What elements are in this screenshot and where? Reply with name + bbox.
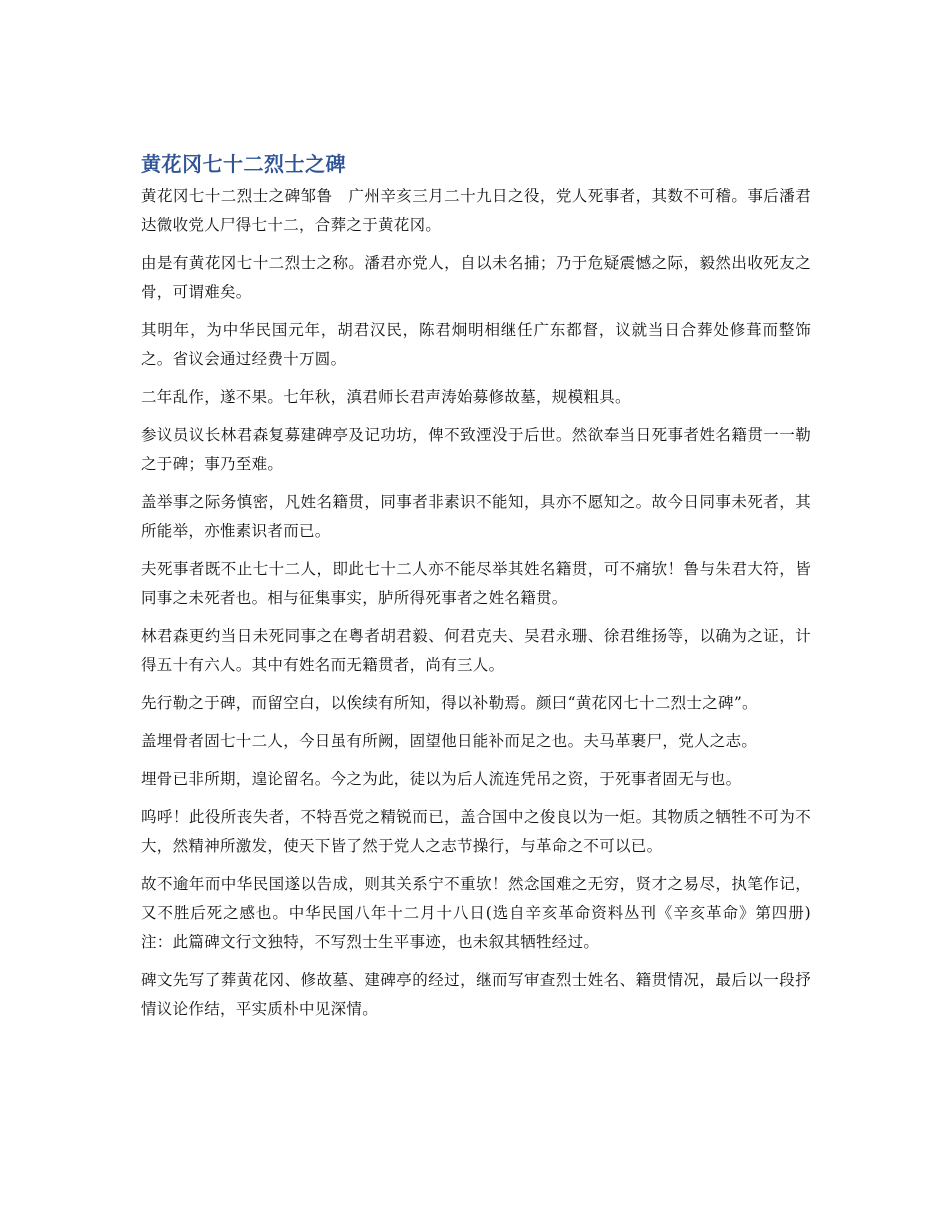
document-title: 黄花冈七十二烈士之碑	[141, 152, 346, 176]
paragraph-8: 林君森更约当日未死同事之在粤者胡君毅、何君克夫、吴君永珊、徐君维扬等，以确为之证，计得五十有六人。其中有姓名而无籍贯者，尚有三人。	[141, 627, 811, 674]
paragraph-6: 盖举事之际务慎密，凡姓名籍贯，同事者非素识不能知，具亦不愿知之。故今日同事未死者，其所能举，亦惟素识者而已。	[141, 493, 811, 540]
paragraph-1: 黄花冈七十二烈士之碑邹鲁 广州辛亥三月二十九日之役，党人死事者，其数不可稽。事后潘君达微收党人尸得七十二，合葬之于黄花冈。	[141, 187, 811, 234]
paragraph-5: 参议员议长林君森复募建碑亭及记功坊，俾不致湮没于后世。然欲奉当日死事者姓名籍贯一一勒之于碑；事乃至难。	[141, 426, 811, 473]
paragraph-4: 二年乱作，遂不果。七年秋，滇君师长君声涛始募修故墓，规模粗具。	[141, 388, 631, 406]
paragraph-10: 盖埋骨者固七十二人，今日虽有所阙，固望他日能补而足之也。夫马革裹尸，党人之志。	[141, 732, 758, 750]
paragraph-3: 其明年，为中华民国元年，胡君汉民，陈君炯明相继任广东都督，议就当日合葬处修葺而整饰之。省议会通过经费十万圆。	[141, 321, 811, 368]
paragraph-9: 先行勒之于碑，而留空白，以俟续有所知，得以补勒焉。颜曰“黄花冈七十二烈士之碑”。	[141, 694, 758, 712]
document-page	[141, 150, 811, 1033]
paragraph-2: 由是有黄花冈七十二烈士之称。潘君亦党人，自以未名捕；乃于危疑震憾之际，毅然出收死友之骨，可谓难矣。	[141, 254, 811, 301]
paragraph-14: 碑文先写了葬黄花冈、修故墓、建碑亭的经过，继而写审查烈士姓名、籍贯情况，最后以一段抒情议论作结，平实质朴中见深情。	[141, 971, 811, 1018]
paragraph-12: 呜呼！此役所丧失者，不特吾党之精锐而已，盖合国中之俊良以为一炬。其物质之牺牲不可为不大，然精神所激发，使天下皆了然于党人之志节操行，与革命之不可以已。	[141, 808, 811, 855]
paragraph-11: 埋骨已非所期，遑论留名。今之为此，徒以为后人流连凭吊之资，于死事者固无与也。	[141, 770, 742, 788]
paragraph-13: 故不逾年而中华民国遂以告成，则其关系宁不重欤！然念国难之无穷，贤才之易尽，执笔作记，又不胜后死之感也。中华民国八年十二月十八日(选自辛亥革命资料丛刊《辛亥革命》第四册)注：此篇碑文行文独特，不写烈士生平事迹，也未叙其牺牲经过。	[141, 875, 811, 951]
paragraph-7: 夫死事者既不止七十二人，即此七十二人亦不能尽举其姓名籍贯，可不痛欤！鲁与朱君大符，皆同事之未死者也。相与征集事实，胪所得死事者之姓名籍贯。	[141, 560, 811, 607]
